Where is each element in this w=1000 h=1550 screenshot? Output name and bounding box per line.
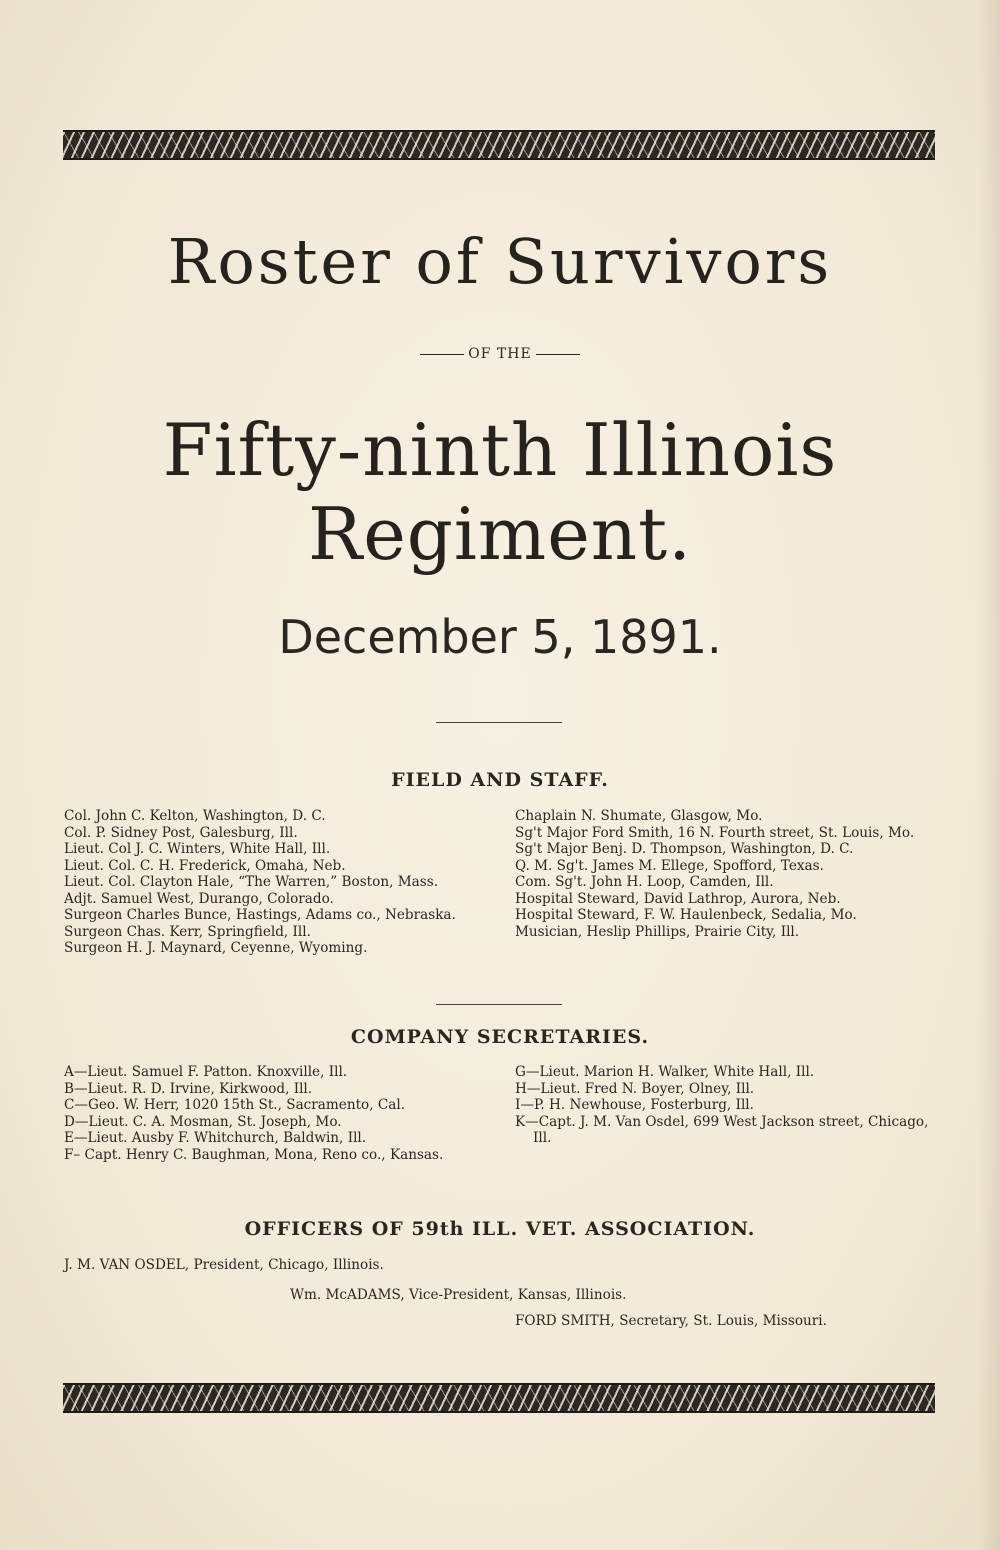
secretary-entry: A—Lieut. Samuel F. Patton. Knoxville, Ill. <box>64 1064 348 1080</box>
secretary-entry: B—Lieut. R. D. Irvine, Kirkwood, Ill. <box>64 1080 313 1097</box>
secretary-entry: E—Lieut. Ausby F. Whitchurch, Baldwin, Ill. <box>64 1130 367 1146</box>
roster-entry: Musician, Heslip Phillips, Prairie City, Ill. <box>515 923 800 940</box>
officer-vice-president: Wm. McADAMS, Vice-President, Kansas, Illinois. <box>290 1287 627 1303</box>
heading-company-secretaries: COMPANY SECRETARIES. <box>350 1026 650 1048</box>
of-the-subtitle <box>0 346 1000 362</box>
field-staff-right-column <box>515 808 935 940</box>
officer-president: J. M. VAN OSDEL, President, Chicago, Illinois. <box>64 1257 384 1273</box>
secretary-entry: D—Lieut. C. A. Mosman, St. Joseph, Mo. <box>64 1113 342 1130</box>
heading-officers: OFFICERS OF 59th ILL. VET. ASSOCIATION. <box>244 1218 756 1240</box>
roster-entry: Surgeon Chas. Kerr, Springfield, Ill. <box>64 923 311 940</box>
secretary-entry: K—Capt. J. M. Van Osdel, 699 West Jackson street, Chicago, Ill. <box>515 1113 929 1146</box>
secretary-entry: I—P. H. Newhouse, Fosterburg, Ill. <box>515 1097 754 1113</box>
secretary-entry: G—Lieut. Marion H. Walker, White Hall, Ill. <box>515 1064 815 1080</box>
roster-entry: Lieut. Col. Clayton Hale, “The Warren,” Boston, Mass. <box>64 874 439 890</box>
roster-entry: Col. P. Sidney Post, Galesburg, Ill. <box>64 824 298 841</box>
officer-secretary: FORD SMITH, Secretary, St. Louis, Missouri. <box>515 1313 827 1329</box>
roster-entry: Hospital Steward, F. W. Haulenbeck, Sedalia, Mo. <box>515 907 857 923</box>
secretary-entry: C—Geo. W. Herr, 1020 15th St., Sacramento, Cal. <box>64 1097 406 1113</box>
company-secretaries-left-column <box>64 1064 489 1163</box>
roster-entry: Com. Sg't. John H. Loop, Camden, Ill. <box>515 874 774 890</box>
roster-date: December 5, 1891. <box>278 610 722 664</box>
company-secretaries-right-column <box>515 1064 935 1147</box>
roster-entry: Lieut. Col. C. H. Frederick, Omaha, Neb. <box>64 857 346 874</box>
roster-entry: Surgeon Charles Bunce, Hastings, Adams co., Nebraska. <box>64 907 456 923</box>
roster-entry: Col. John C. Kelton, Washington, D. C. <box>64 808 326 824</box>
roster-entry: Q. M. Sg't. James M. Ellege, Spofford, Texas. <box>515 857 824 874</box>
roster-entry: Sg't Major Ford Smith, 16 N. Fourth street, St. Louis, Mo. <box>515 824 915 841</box>
divider-rule <box>436 1004 562 1005</box>
rule-right <box>536 354 580 355</box>
roster-entry: Sg't Major Benj. D. Thompson, Washington, D. C. <box>515 841 854 857</box>
field-staff-left-column <box>64 808 489 957</box>
title-roster: Roster of Survivors <box>167 225 833 298</box>
roster-entry: Surgeon H. J. Maynard, Ceyenne, Wyoming. <box>64 940 368 956</box>
roster-entry: Adjt. Samuel West, Durango, Colorado. <box>64 890 334 907</box>
roster-entry: Hospital Steward, David Lathrop, Aurora, Neb. <box>515 890 841 907</box>
ornamental-border-top <box>63 130 935 160</box>
of-the-text: OF THE <box>468 346 532 362</box>
title-regiment: Fifty-ninth Illinois Regiment. <box>162 408 838 576</box>
roster-entry: Chaplain N. Shumate, Glasgow, Mo. <box>515 808 763 824</box>
heading-field-and-staff: FIELD AND STAFF. <box>391 769 609 791</box>
ornamental-border-bottom <box>63 1383 935 1413</box>
roster-entry: Lieut. Col J. C. Winters, White Hall, Ill. <box>64 841 331 857</box>
divider-rule <box>436 722 562 723</box>
secretary-entry: F– Capt. Henry C. Baughman, Mona, Reno co., Kansas. <box>64 1146 444 1163</box>
secretary-entry: H—Lieut. Fred N. Boyer, Olney, Ill. <box>515 1080 755 1097</box>
rule-left <box>420 354 464 355</box>
